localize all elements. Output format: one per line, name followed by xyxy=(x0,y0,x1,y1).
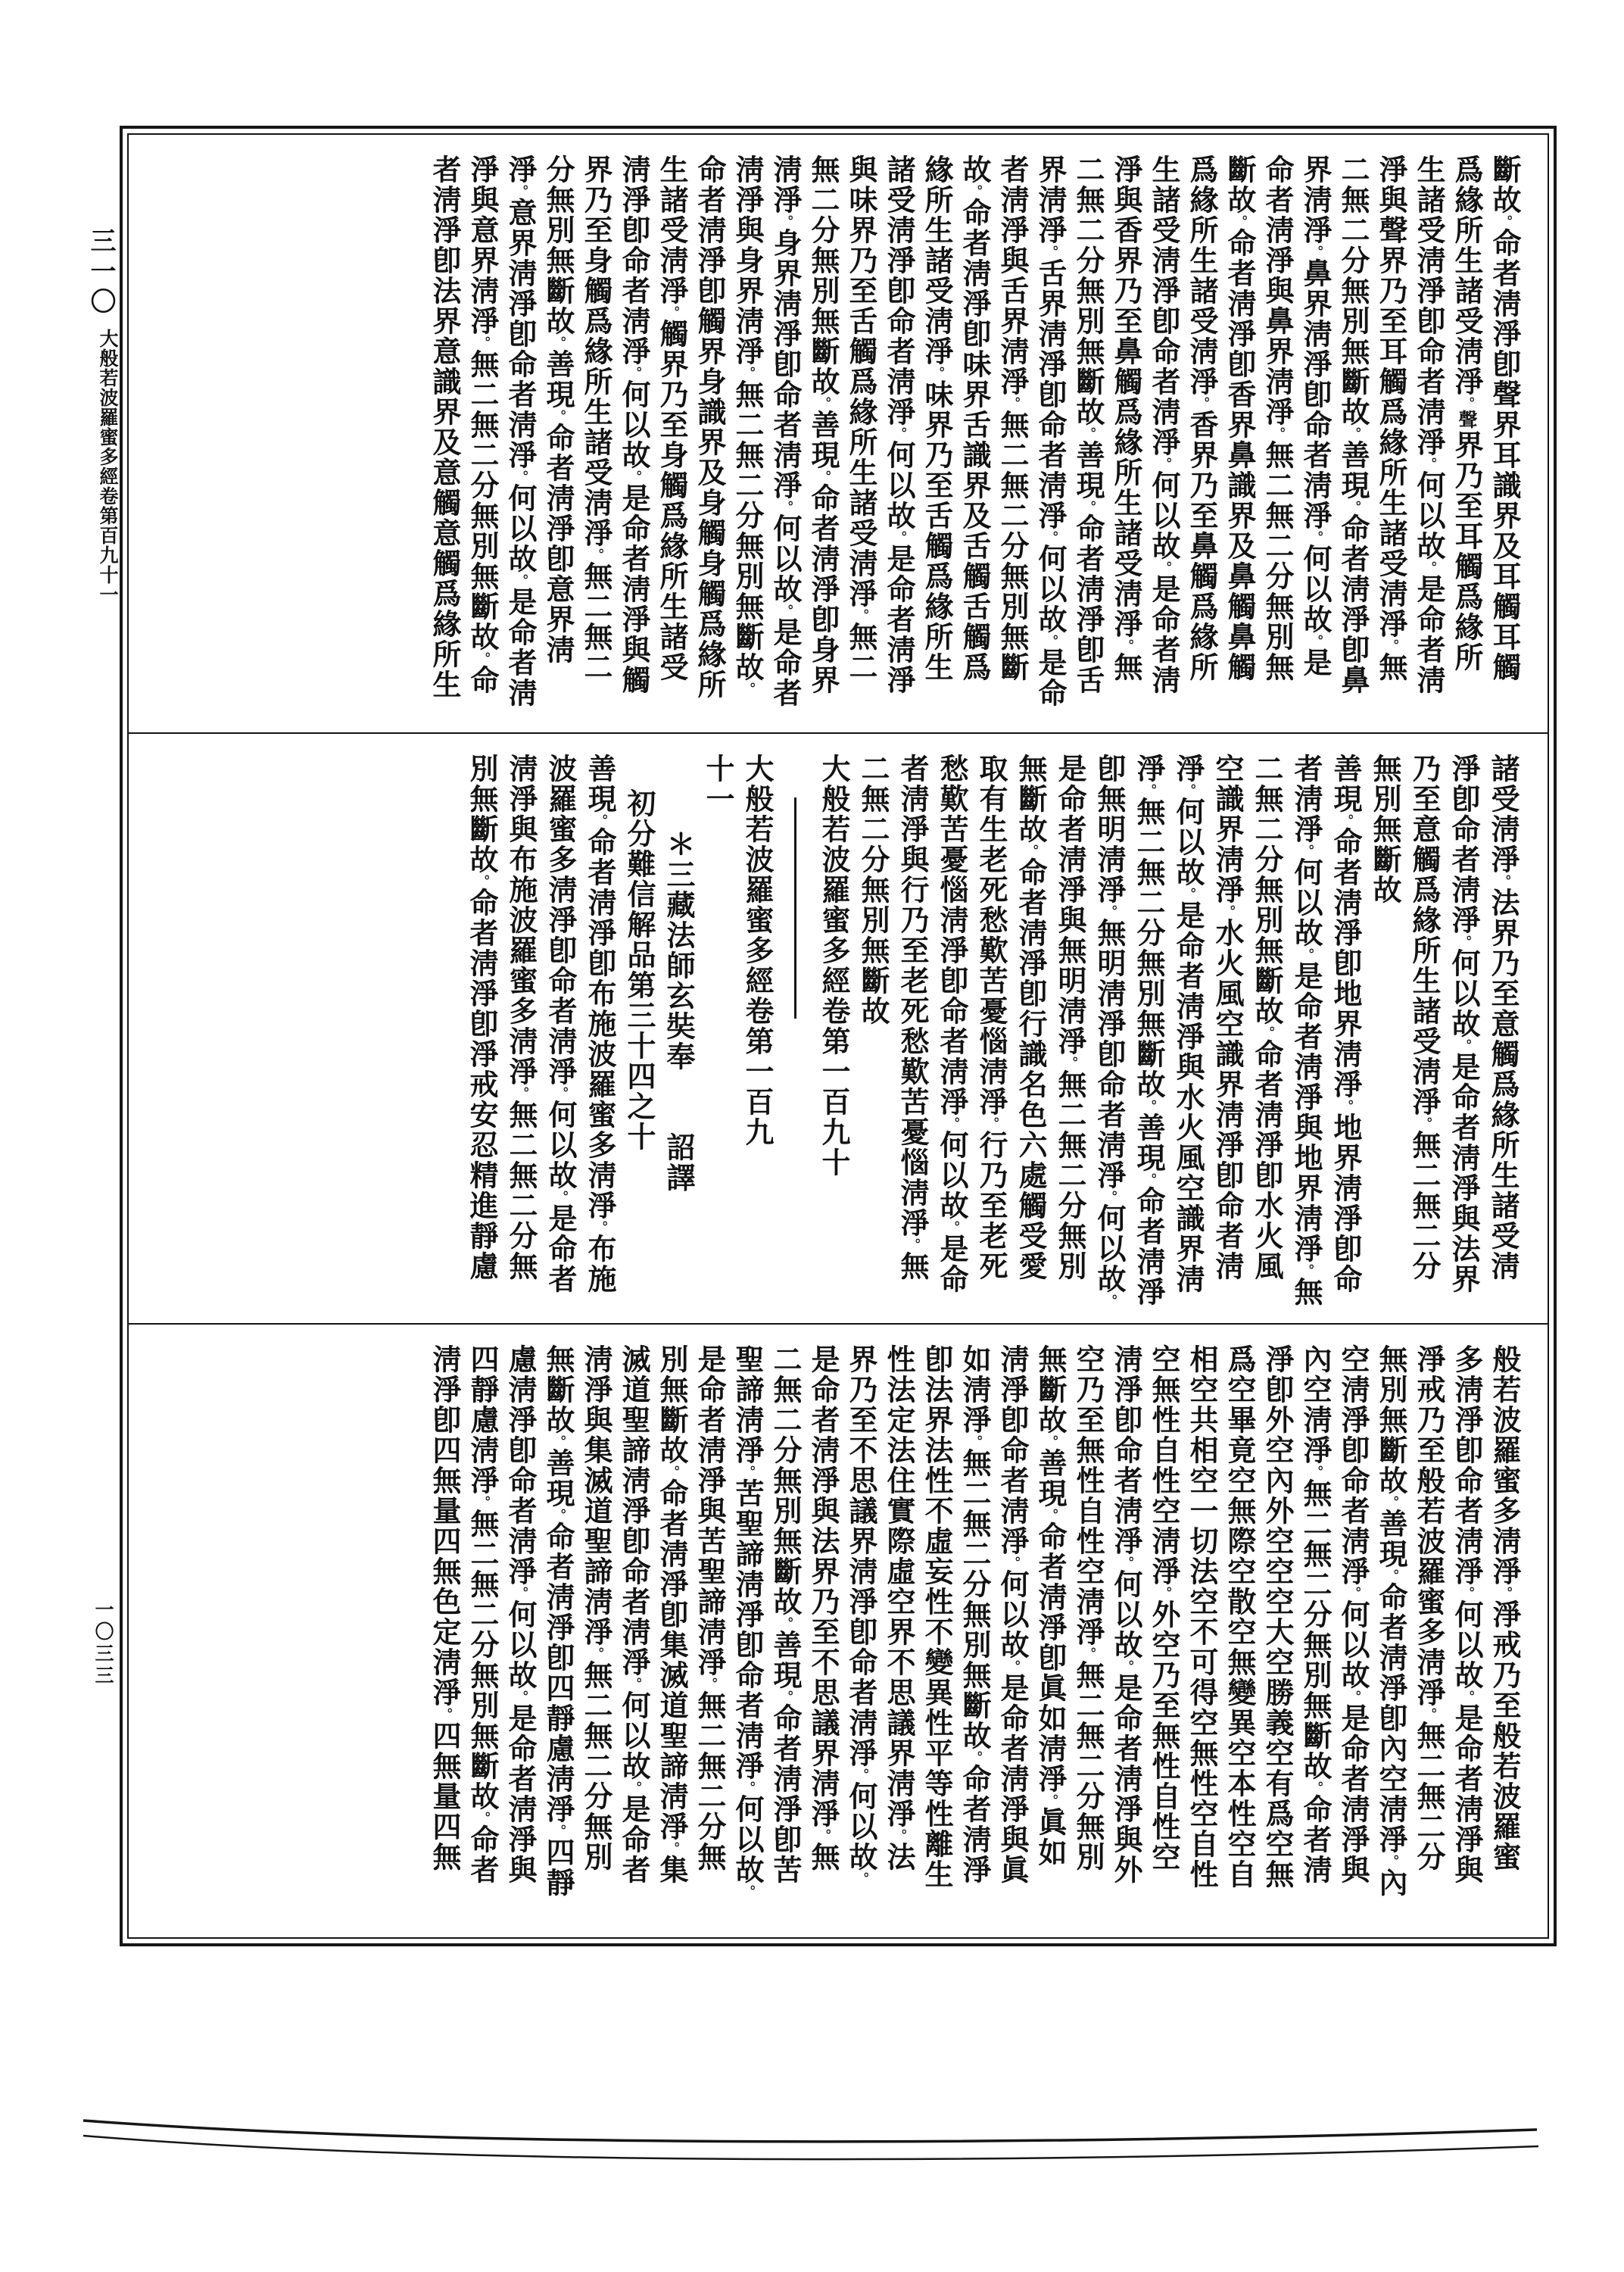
text-column: 淸淨卽命者淸淨。何以故。是命者淸淨與眞 xyxy=(996,1344,1030,1885)
text-column: 淸淨與集滅道聖諦淸淨。無二無二分無別 xyxy=(579,1344,613,1872)
text-column: 聖諦淸淨。苦聖諦淸淨卽命者淸淨。何以故。 xyxy=(731,1344,765,1898)
text-column: 斷故。命者淸淨卽香界鼻識界及鼻觸鼻觸 xyxy=(1223,154,1257,682)
text-column: 者淸淨卽法界意識界及意觸意觸爲緣所生 xyxy=(428,154,462,700)
text-column: 卽法界法性不虛妄性不變異性平等性離生 xyxy=(920,1344,954,1890)
text-column: 淨。無二無二分無別無斷故。善現。命者淸淨 xyxy=(1132,754,1166,1307)
text-column: 淨。意界淸淨卽命者淸淨。何以故。是命者淸 xyxy=(503,154,538,708)
text-column: 淨與聲界乃至耳觸爲緣所生諸受淸淨。無 xyxy=(1374,154,1408,682)
text-column: 善現。命者淸淨卽地界淸淨。地界淸淨卽命 xyxy=(1329,754,1363,1294)
text-column: 者淸淨與舌界淸淨。無二無二分無別無斷 xyxy=(996,154,1030,682)
text-column: 二無二分無別無斷故。善現。命者淸淨卽舌 xyxy=(1071,154,1105,695)
margin-page-number-bottom: 一〇三三 xyxy=(92,1599,114,1687)
margin-volume-title: 大般若波羅蜜多經卷第百九十一 xyxy=(97,329,119,604)
text-column: 命者淸淨卽觸界身識界及身觸身觸爲緣所 xyxy=(693,154,727,700)
text-column: 界乃至身觸爲緣所生諸受淸淨。無二無二 xyxy=(579,154,613,682)
text-column: 淸淨卽命者淸淨。何以故。是命者淸淨與外 xyxy=(1109,1344,1143,1885)
text-register-middle xyxy=(129,734,1548,1323)
text-column: 別無斷故。命者淸淨卽集滅道聖諦淸淨。集 xyxy=(655,1344,689,1885)
column-scroll-end-title: 大般若波羅蜜多經卷第一百九十 xyxy=(817,754,851,1178)
text-column: 界淸淨。舌界淸淨卽命者淸淨。何以故。是命 xyxy=(1033,154,1068,708)
text-column: 者淸淨與行乃至老死愁歎苦憂惱淸淨。無 xyxy=(896,754,930,1281)
column-scroll-start-title-cont: 十一 xyxy=(701,754,735,814)
text-column: 取有生老死愁歎苦憂惱淸淨。行乃至老死 xyxy=(974,754,1008,1281)
text-column: 淨與意界淸淨。無二無二分無別無斷故。命 xyxy=(466,154,500,695)
text-column: 般若波羅蜜多淸淨。淨戒乃至般若波羅蜜 xyxy=(1488,1344,1522,1872)
text-column: 是命者淸淨與無明淸淨。無二無二分無別 xyxy=(1053,754,1087,1281)
text-column: 空識界淸淨。水火風空識界淸淨卽命者淸 xyxy=(1211,754,1245,1281)
text-column: 命者淸淨與鼻界淸淨。無二無二分無別無 xyxy=(1261,154,1295,682)
margin-page-number-top: 三一〇 xyxy=(86,227,116,318)
text-column: 爲空畢竟空無際空散空無變異空本性空自 xyxy=(1223,1344,1257,1890)
text-column: 性法定法住實際虛空界不思議界淸淨。法 xyxy=(882,1344,916,1872)
text-column-short: 無別無斷故 xyxy=(1368,754,1402,905)
text-column: 淨與香界乃至鼻觸爲緣所生諸受淸淨。無 xyxy=(1109,154,1143,682)
text-column: 淸淨。身界淸淨卽命者淸淨。何以故。是命者 xyxy=(768,154,803,708)
text-column: 界淸淨。鼻界淸淨卽命者淸淨。何以故。是 xyxy=(1298,154,1333,678)
text-column: 愁歎苦憂惱淸淨卽命者淸淨。何以故。是命 xyxy=(935,754,969,1294)
text-column: 無斷故。善現。命者淸淨卽眞如淸淨。眞如 xyxy=(1033,1344,1068,1868)
text-column: 淸淨與布施波羅蜜多淸淨。無二無二分無 xyxy=(504,754,538,1281)
text-column: 淸淨與身界淸淨。無二無二分無別無斷故。 xyxy=(731,154,765,695)
text-column: 無別無斷故。善現。命者淸淨卽內空淸淨。內 xyxy=(1374,1344,1408,1898)
text-column: 故。命者淸淨卽味界舌識界及舌觸舌觸爲 xyxy=(958,154,992,682)
text-column: 二無二分無別無斷故。命者淸淨卽水火風 xyxy=(1250,754,1284,1281)
text-column: 空淸淨卽命者淸淨。何以故。是命者淸淨與 xyxy=(1336,1344,1370,1885)
text-column: 淸淨卽命者淸淨。何以故。是命者淸淨與觸 xyxy=(617,154,651,695)
scroll-divider-rule xyxy=(794,797,796,1019)
text-register-top xyxy=(129,135,1548,732)
text-column: 界乃至不思議界淸淨卽命者淸淨。何以故。 xyxy=(844,1344,878,1885)
text-column: 緣所生諸受淸淨。味界乃至舌觸爲緣所生 xyxy=(920,154,954,682)
text-column: 波羅蜜多淸淨卽命者淸淨。何以故。是命者 xyxy=(544,754,578,1294)
text-column: 無斷故。命者淸淨卽行識名色六處觸受愛 xyxy=(1014,754,1048,1281)
text-column: 二無二分無別無斷故。善現。命者淸淨卽苦 xyxy=(768,1344,803,1885)
text-column: 無斷故。善現。命者淸淨卽四靜慮淸淨。四靜 xyxy=(541,1344,575,1898)
text-column: 斷故。命者淸淨卽聲界耳識界及耳觸耳觸 xyxy=(1488,154,1522,682)
text-column: 四靜慮淸淨。無二無二分無別無斷故。命者 xyxy=(466,1344,500,1885)
text-column: 淨戒乃至般若波羅蜜多淸淨。無二無二分 xyxy=(1412,1344,1446,1872)
column-chapter-title: 初分難信解品第三十四之十 xyxy=(622,788,656,1152)
column-translator-line: ＊三藏法師玄奘奉 詔譯 xyxy=(662,829,696,1193)
text-column: 與味界乃至舌觸爲緣所生諸受淸淨。無二 xyxy=(844,154,878,682)
text-column: 善現。命者淸淨卽布施波羅蜜多淸淨。布施 xyxy=(583,754,617,1294)
text-column-short: 二無二分無別無斷故 xyxy=(856,754,890,1026)
text-block-inner-frame xyxy=(127,133,1549,1939)
text-column: 二無二分無別無斷故。善現。命者淸淨卽鼻 xyxy=(1336,154,1370,695)
text-column: 生諸受淸淨卽命者淸淨。何以故。是命者淸 xyxy=(1147,154,1181,695)
text-column: 爲緣所生諸受淸淨。香界乃至鼻觸爲緣所 xyxy=(1185,154,1219,682)
text-column: 淨卽命者淸淨。何以故。是命者淸淨與法界 xyxy=(1447,754,1481,1294)
text-column: 慮淸淨卽命者淸淨。何以故。是命者淸淨與 xyxy=(503,1344,538,1885)
text-register-bottom xyxy=(129,1325,1548,1937)
text-column: 淨卽外空內外空空空大空勝義空有爲空無 xyxy=(1261,1344,1295,1890)
text-column: 爲緣所生諸受淸淨。聲界乃至耳觸爲緣所 xyxy=(1450,154,1484,673)
text-column: 別無斷故。命者淸淨卽淨戒安忍精進靜慮 xyxy=(465,754,499,1281)
page-fold-lines xyxy=(0,2090,1624,2196)
text-column: 是命者淸淨與法界乃至不思議界淸淨。無 xyxy=(806,1344,840,1872)
text-column: 如淸淨。無二無二分無別無斷故。命者淸淨 xyxy=(958,1344,992,1885)
text-column: 分無別無斷故。善現。命者淸淨卽意界淸 xyxy=(541,154,575,665)
text-column: 淨。何以故。是命者淸淨與水火風空識界淸 xyxy=(1171,754,1205,1294)
text-column: 空無性自性空淸淨。外空乃至無性自性空 xyxy=(1147,1344,1181,1872)
text-column: 空乃至無性自性空淸淨。無二無二分無別 xyxy=(1071,1344,1105,1872)
text-column: 滅道聖諦淸淨卽命者淸淨。何以故。是命者 xyxy=(617,1344,651,1885)
text-column: 生諸受淸淨卽命者淸淨。何以故。是命者淸 xyxy=(1412,154,1446,695)
text-column: 卽無明淸淨。無明淸淨卽命者淸淨。何以故。 xyxy=(1093,754,1127,1307)
text-column: 是命者淸淨與苦聖諦淸淨。無二無二分無 xyxy=(693,1344,727,1872)
column-scroll-start-title: 大般若波羅蜜多經卷第一百九 xyxy=(740,754,775,1147)
text-column: 多淸淨卽命者淸淨。何以故。是命者淸淨與 xyxy=(1450,1344,1484,1885)
text-column: 生諸受淸淨。觸界乃至身觸爲緣所生諸受 xyxy=(655,154,689,682)
text-column: 內空淸淨。無二無二分無別無斷故。命者淸 xyxy=(1298,1344,1333,1885)
text-column: 諸受淸淨卽命者淸淨。何以故。是命者淸淨 xyxy=(882,154,916,695)
text-column: 乃至意觸爲緣所生諸受淸淨。無二無二分 xyxy=(1407,754,1442,1281)
text-block-frame xyxy=(120,126,1557,1946)
text-column: 諸受淸淨。法界乃至意觸爲緣所生諸受淸 xyxy=(1486,754,1520,1281)
text-column: 淸淨卽四無量四無色定淸淨。四無量四無 xyxy=(428,1344,462,1872)
text-column: 相空共相空一切法空不可得空無性空自性 xyxy=(1185,1344,1219,1890)
text-column: 無二分無別無斷故。善現。命者淸淨卽身界 xyxy=(806,154,840,695)
text-column: 者淸淨。何以故。是命者淸淨與地界淸淨。無 xyxy=(1289,754,1323,1307)
